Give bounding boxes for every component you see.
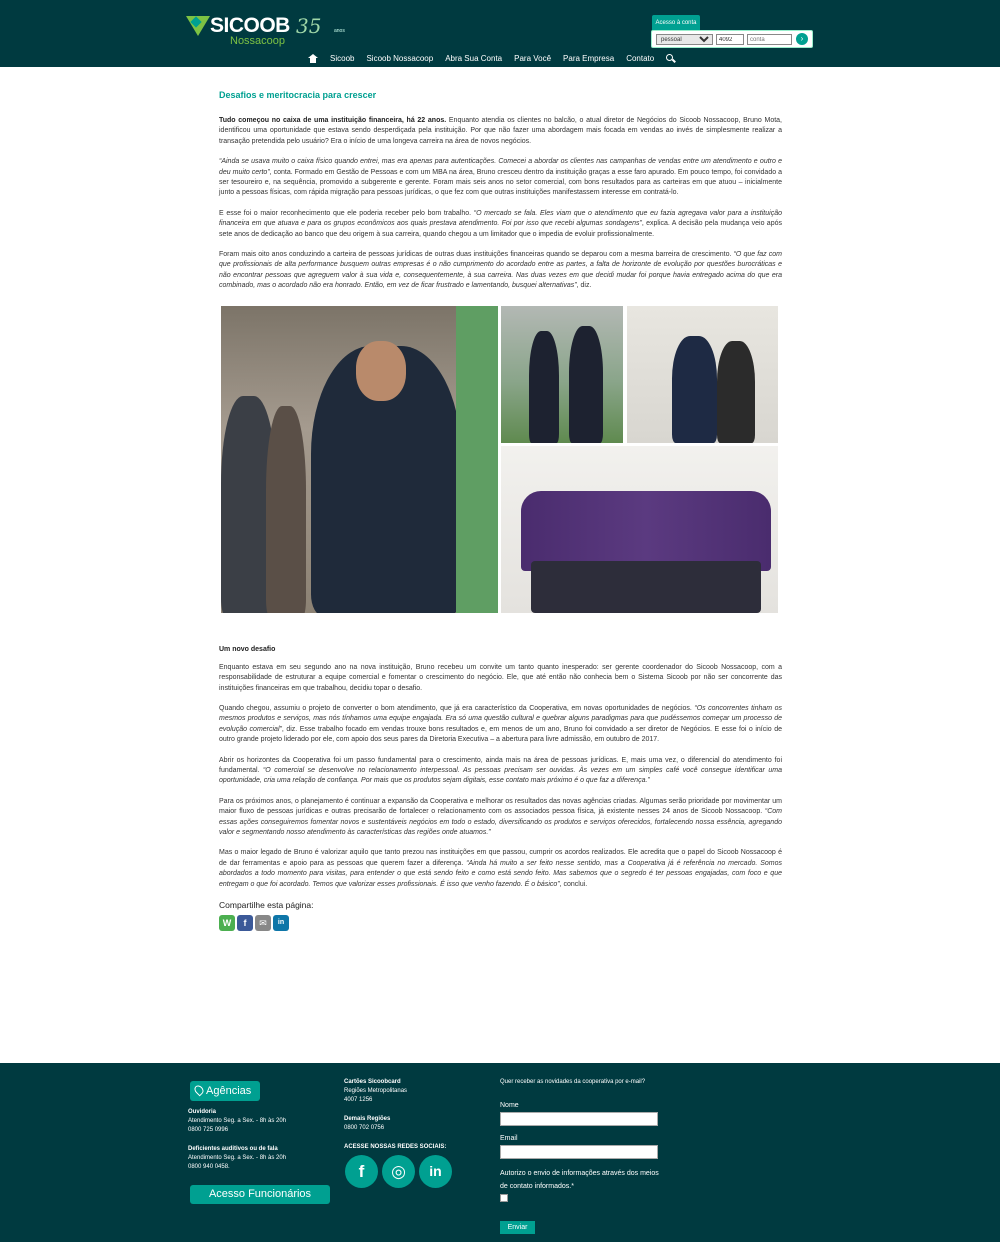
cartoes-phone: 4007 1256 bbox=[344, 1097, 373, 1103]
demais-phone: 0800 702 0756 bbox=[344, 1125, 385, 1131]
paragraph-5: Enquanto estava em seu segundo ano na nova instituição, Bruno recebeu um convite um tanto quanto inesperado: ser gerente coordenador do Sicoob Nossacoop, com a responsabilidade de estruturar a equipe comercial e fomentar o crescimento do negócio. Ele, que até então não conhecia bem o Sistema Sicoob por não ser concorrente das instituições financeiras em que trabalhou, decidiu topar o desafio. bbox=[219, 663, 782, 692]
paragraph-8 bbox=[219, 797, 782, 839]
paragraph-2-rest: , conta. Formado em Gestão de Pessoas e com um MBA na área, Bruno cresceu dentro da instituição graças a esse faro apurado. Em pouco tempo, foi convidado a ser tesoureiro e, na sequência, promovido a subgerente e gerente. Foram mais seis anos no setor comercial, com bons resultados para as carteiras em que atuou – inicialmente junto a pessoas físicas, com rápida migração para pessoas jurídicas, o que fez com que outras instituições manifestassem interesse em contratá-lo. bbox=[219, 168, 782, 197]
social-title: ACESSE NOSSAS REDES SOCIAIS: bbox=[344, 1144, 447, 1150]
article bbox=[219, 90, 782, 931]
paragraph-1-lead: Tudo começou no caixa de uma instituição financeira, há 22 anos. bbox=[219, 117, 447, 124]
login-go-button[interactable]: › bbox=[796, 33, 808, 45]
nav-item-para-voce[interactable]: Para Você bbox=[514, 53, 552, 63]
demais-title: Demais Regiões bbox=[344, 1116, 391, 1122]
facebook-icon[interactable]: f bbox=[345, 1155, 378, 1188]
paragraph-9-rest: , conclui. bbox=[559, 880, 588, 888]
paragraph-7-quote: “O comercial se desenvolve no relacionamento interpessoal. As pessoas precisam ser ouvidas. Às vezes em um simples café você consegue identificar uma oportunidade, cria uma relação de confiança. Por mais que os produtos sejam digitais, esse contato mais próximo é o que faz a diferença.” bbox=[219, 766, 782, 785]
paragraph-4-rest: , diz. bbox=[576, 282, 592, 290]
deficientes-phone: 0800 940 0458. bbox=[188, 1164, 230, 1170]
photo-speaker bbox=[221, 306, 498, 613]
newsletter-submit-button[interactable]: Enviar bbox=[500, 1221, 535, 1234]
section-subtitle: Um novo desafio bbox=[219, 645, 276, 653]
site-footer bbox=[0, 1063, 1000, 1242]
paragraph-6-quote: “Os concorrentes tinham os mesmos produtos e serviços, mas nós tínhamos uma equipe engajada. Era só uma questão cultural e quebrar alguns paradigmas para que pudéssemos começar um processo de evolução comercial” bbox=[219, 704, 783, 733]
paragraph-3 bbox=[219, 209, 782, 240]
paragraph-4-start: Foram mais oito anos conduzindo a carteira de pessoas jurídicas de outras duas instituições financeiras quando se deparou com a mesma barreira de crescimento. bbox=[219, 251, 734, 259]
email-share-button[interactable]: ✉ bbox=[255, 915, 271, 931]
paragraph-3-quote: “O mercado se fala. Eles viam que o atendimento que eu fazia agregava valor para a instituição financeira em que atuava e para os grupos econômicos aos quais prestava atendimento. Foi por isso que recebi algumas sondagens” bbox=[219, 209, 782, 228]
facebook-share-button[interactable]: f bbox=[237, 915, 253, 931]
paragraph-9-quote: “Ainda há muito a ser feito nesse sentido, mas a Cooperativa já é referência no mercado. Somos abordados a todo momento para visitas, para entender o que está sendo feito e como está sendo feito. Mas sabemos que o segredo é ter pessoas engajadas, com foco e que entregam o que foi acordado. Temos que valorizar esses profissionais. É isso que venho fazendo. É o básico” bbox=[219, 859, 782, 888]
photo-figure bbox=[356, 341, 406, 401]
name-input[interactable] bbox=[500, 1112, 658, 1126]
search-icon[interactable] bbox=[666, 54, 675, 63]
ouvidoria-phone: 0800 725 0996 bbox=[188, 1127, 229, 1133]
account-login-form bbox=[651, 30, 813, 48]
linkedin-share-button[interactable]: in bbox=[273, 915, 289, 931]
deficientes-title: Deficientes auditivos ou de fala bbox=[188, 1146, 278, 1152]
photo-couple bbox=[627, 306, 778, 443]
paragraph-9-start: Mas o maior legado de Bruno é valorizar aquilo que tanto prezou nas instituições em que passou, cumprir os acordos realizados. Ele acredita que o papel do Sicoob Nossacoop é de dar ferramentas e apoio para as pessoas que querem fazer a diferença. bbox=[219, 849, 782, 867]
email-label: Email bbox=[500, 1135, 518, 1142]
sicoob-logo[interactable] bbox=[186, 14, 290, 47]
share-title: Compartilhe esta página: bbox=[219, 900, 314, 910]
agencias-button[interactable] bbox=[190, 1081, 260, 1101]
paragraph-4-quote: “O que faz com que profissionais de alta performance busquem outras empresas é o não cumprimento do acordado entre as partes, a falta de horizonte de evolução por questões burocráticas e não encontrar pessoas que agreguem valor à sua vida e, consequentemente, à sua carreira. Nas duas vezes em que decidi mudar foi porque havia entregado acima do que era combinado, mas o acordado não era honrado. Então, em vez de ficar frustrado e lamentando, busquei alternativas” bbox=[219, 251, 782, 290]
paragraph-8-start: Para os próximos anos, o planejamento é continuar a expansão da Cooperativa e melhorar os resultados das novas agências criadas. Algumas serão prioridade por movimentar um maior fluxo de pessoas jurídicas e outras precisarão de fortalecer o relacionamento com os associados pessoa física, já existente nesses 24 anos de Sicoob Nossacoop. bbox=[219, 797, 782, 816]
consent-checkbox[interactable] bbox=[500, 1194, 508, 1202]
share-buttons bbox=[219, 915, 782, 931]
paragraph-6 bbox=[219, 704, 782, 746]
photo-figure bbox=[266, 406, 306, 613]
photo-team-group bbox=[521, 491, 771, 571]
nav-item-sicoob[interactable]: Sicoob bbox=[330, 53, 355, 63]
nav-item-contato[interactable]: Contato bbox=[626, 53, 655, 63]
ouvidoria-hours: Atendimento Seg. a Sex. - 8h às 20h bbox=[188, 1118, 287, 1124]
nav-item-sicoob-nossacoop[interactable]: Sicoob Nossacoop bbox=[366, 53, 434, 63]
photo-figure bbox=[717, 341, 755, 443]
anniversary-logo bbox=[296, 14, 346, 38]
nav-item-abra-sua-conta[interactable]: Abra Sua Conta bbox=[445, 53, 503, 63]
paragraph-4 bbox=[219, 250, 782, 292]
deficientes-hours: Atendimento Seg. a Sex. - 8h às 20h bbox=[188, 1155, 287, 1161]
paragraph-8-quote: “Com essas ações conseguiremos fomentar novos e sustentáveis negócios em todo o estado, diversificando os produtos e serviços oferecidos, fortalecendo nossa essência, agregando valor e segmentando nosso atendimento às características das regiões onde atuamos.” bbox=[219, 808, 782, 836]
nav-item-para-empresa[interactable]: Para Empresa bbox=[563, 53, 615, 63]
newsletter-prompt: Quer receber as novidades da cooperativa por e-mail? bbox=[500, 1079, 646, 1085]
main-nav bbox=[300, 51, 675, 65]
photo-team bbox=[501, 446, 778, 613]
paragraph-9 bbox=[219, 848, 782, 890]
paragraph-7-start: Abrir os horizontes da Cooperativa foi um passo fundamental para o crescimento, ainda mais na área de pessoas jurídicas. E, mais uma vez, o diferencial do atendimento foi fundamental. bbox=[219, 756, 782, 774]
instagram-icon[interactable]: ◎ bbox=[382, 1155, 415, 1188]
consent-text: Autorizo o envio de informações através dos meios de contato informados.* bbox=[500, 1170, 659, 1190]
account-input[interactable] bbox=[747, 34, 792, 45]
photo-figure bbox=[672, 336, 717, 443]
location-pin-icon bbox=[193, 1084, 206, 1097]
agencias-label: Agências bbox=[206, 1085, 252, 1097]
cartoes-sub: Regiões Metropolitanas bbox=[344, 1088, 408, 1094]
paragraph-1-rest: Enquanto atendia os clientes no balcão, o atual diretor de Negócios do Sicoob Nossacoop, Bruno Mota, identificou uma oportunidade que estava sendo desperdiçada pela instituição. Por que não fazer uma abordagem mais focada em vendas ao invés de simplesmente realizar a transação pretendida pelo usuário? Era o início de uma longeva carreira na área de novos negócios. bbox=[219, 117, 782, 145]
logo-sub: Nossacoop bbox=[230, 35, 286, 47]
demais-block bbox=[344, 1115, 484, 1133]
paragraph-7 bbox=[219, 756, 782, 787]
photo-figure bbox=[569, 326, 603, 443]
linkedin-icon[interactable]: in bbox=[419, 1155, 452, 1188]
cartoes-title: Cartões Sicoobcard bbox=[344, 1079, 401, 1085]
paragraph-2 bbox=[219, 157, 782, 199]
anniversary-number: 35 bbox=[296, 14, 322, 38]
paragraph-3-start: E esse foi o maior reconhecimento que ele poderia receber pelo bom trabalho. bbox=[219, 209, 474, 217]
social-links bbox=[345, 1155, 452, 1188]
home-icon[interactable] bbox=[308, 54, 318, 63]
anniversary-small: anos bbox=[334, 28, 345, 34]
paragraph-3-rest: , explica. A decisão pela mudança veio após sete anos de dedicação ao banco que deu origem à sua carreira, quando chegou a um limitador que o impedia de evoluir profissionalmente. bbox=[219, 220, 782, 238]
email-input[interactable] bbox=[500, 1145, 658, 1159]
agency-input[interactable] bbox=[716, 34, 744, 45]
whatsapp-share-button[interactable]: W bbox=[219, 915, 235, 931]
name-label: Nome bbox=[500, 1102, 519, 1109]
cartoes-block bbox=[344, 1078, 484, 1105]
photo-two-men bbox=[501, 306, 623, 443]
photo-team-legs bbox=[531, 561, 761, 613]
photo-curtain bbox=[456, 306, 498, 613]
ouvidoria-title: Ouvidoria bbox=[188, 1109, 217, 1115]
profile-select[interactable] bbox=[656, 34, 713, 45]
article-title: Desafios e meritocracia para crescer bbox=[219, 90, 377, 100]
photo-collage bbox=[219, 306, 782, 626]
account-access-tab[interactable]: Acesso à conta bbox=[652, 15, 700, 31]
paragraph-6-start: Quando chegou, assumiu o projeto de converter o bom atendimento, que já era característico da Cooperativa, em novas oportunidades de negócios. bbox=[219, 704, 695, 712]
deficientes-block bbox=[188, 1145, 338, 1172]
paragraph-6-rest: , diz. Esse trabalho focado em vendas trouxe bons resultados e, em menos de um ano, Bruno foi convidado a ser diretor de Negócios. E esse foi o início de outro grande projeto liderado por ele, com apoio dos seus pares da Diretoria Executiva – a abertura para livre admissão, em outubro de 2017. bbox=[219, 725, 783, 744]
paragraph-2-quote: “Ainda se usava muito o caixa físico quando entrei, mas era apenas para autenticações. Comecei a abordar os clientes nas campanhas de vendas entre um atendimento e outro e deu muito certo” bbox=[219, 158, 782, 176]
photo-figure bbox=[529, 331, 559, 443]
paragraph-1 bbox=[219, 116, 782, 147]
acesso-funcionarios-button[interactable]: Acesso Funcionários bbox=[190, 1185, 330, 1204]
site-header bbox=[0, 0, 1000, 67]
ouvidoria-block bbox=[188, 1108, 338, 1135]
logo-text: SICOOB bbox=[210, 14, 290, 37]
